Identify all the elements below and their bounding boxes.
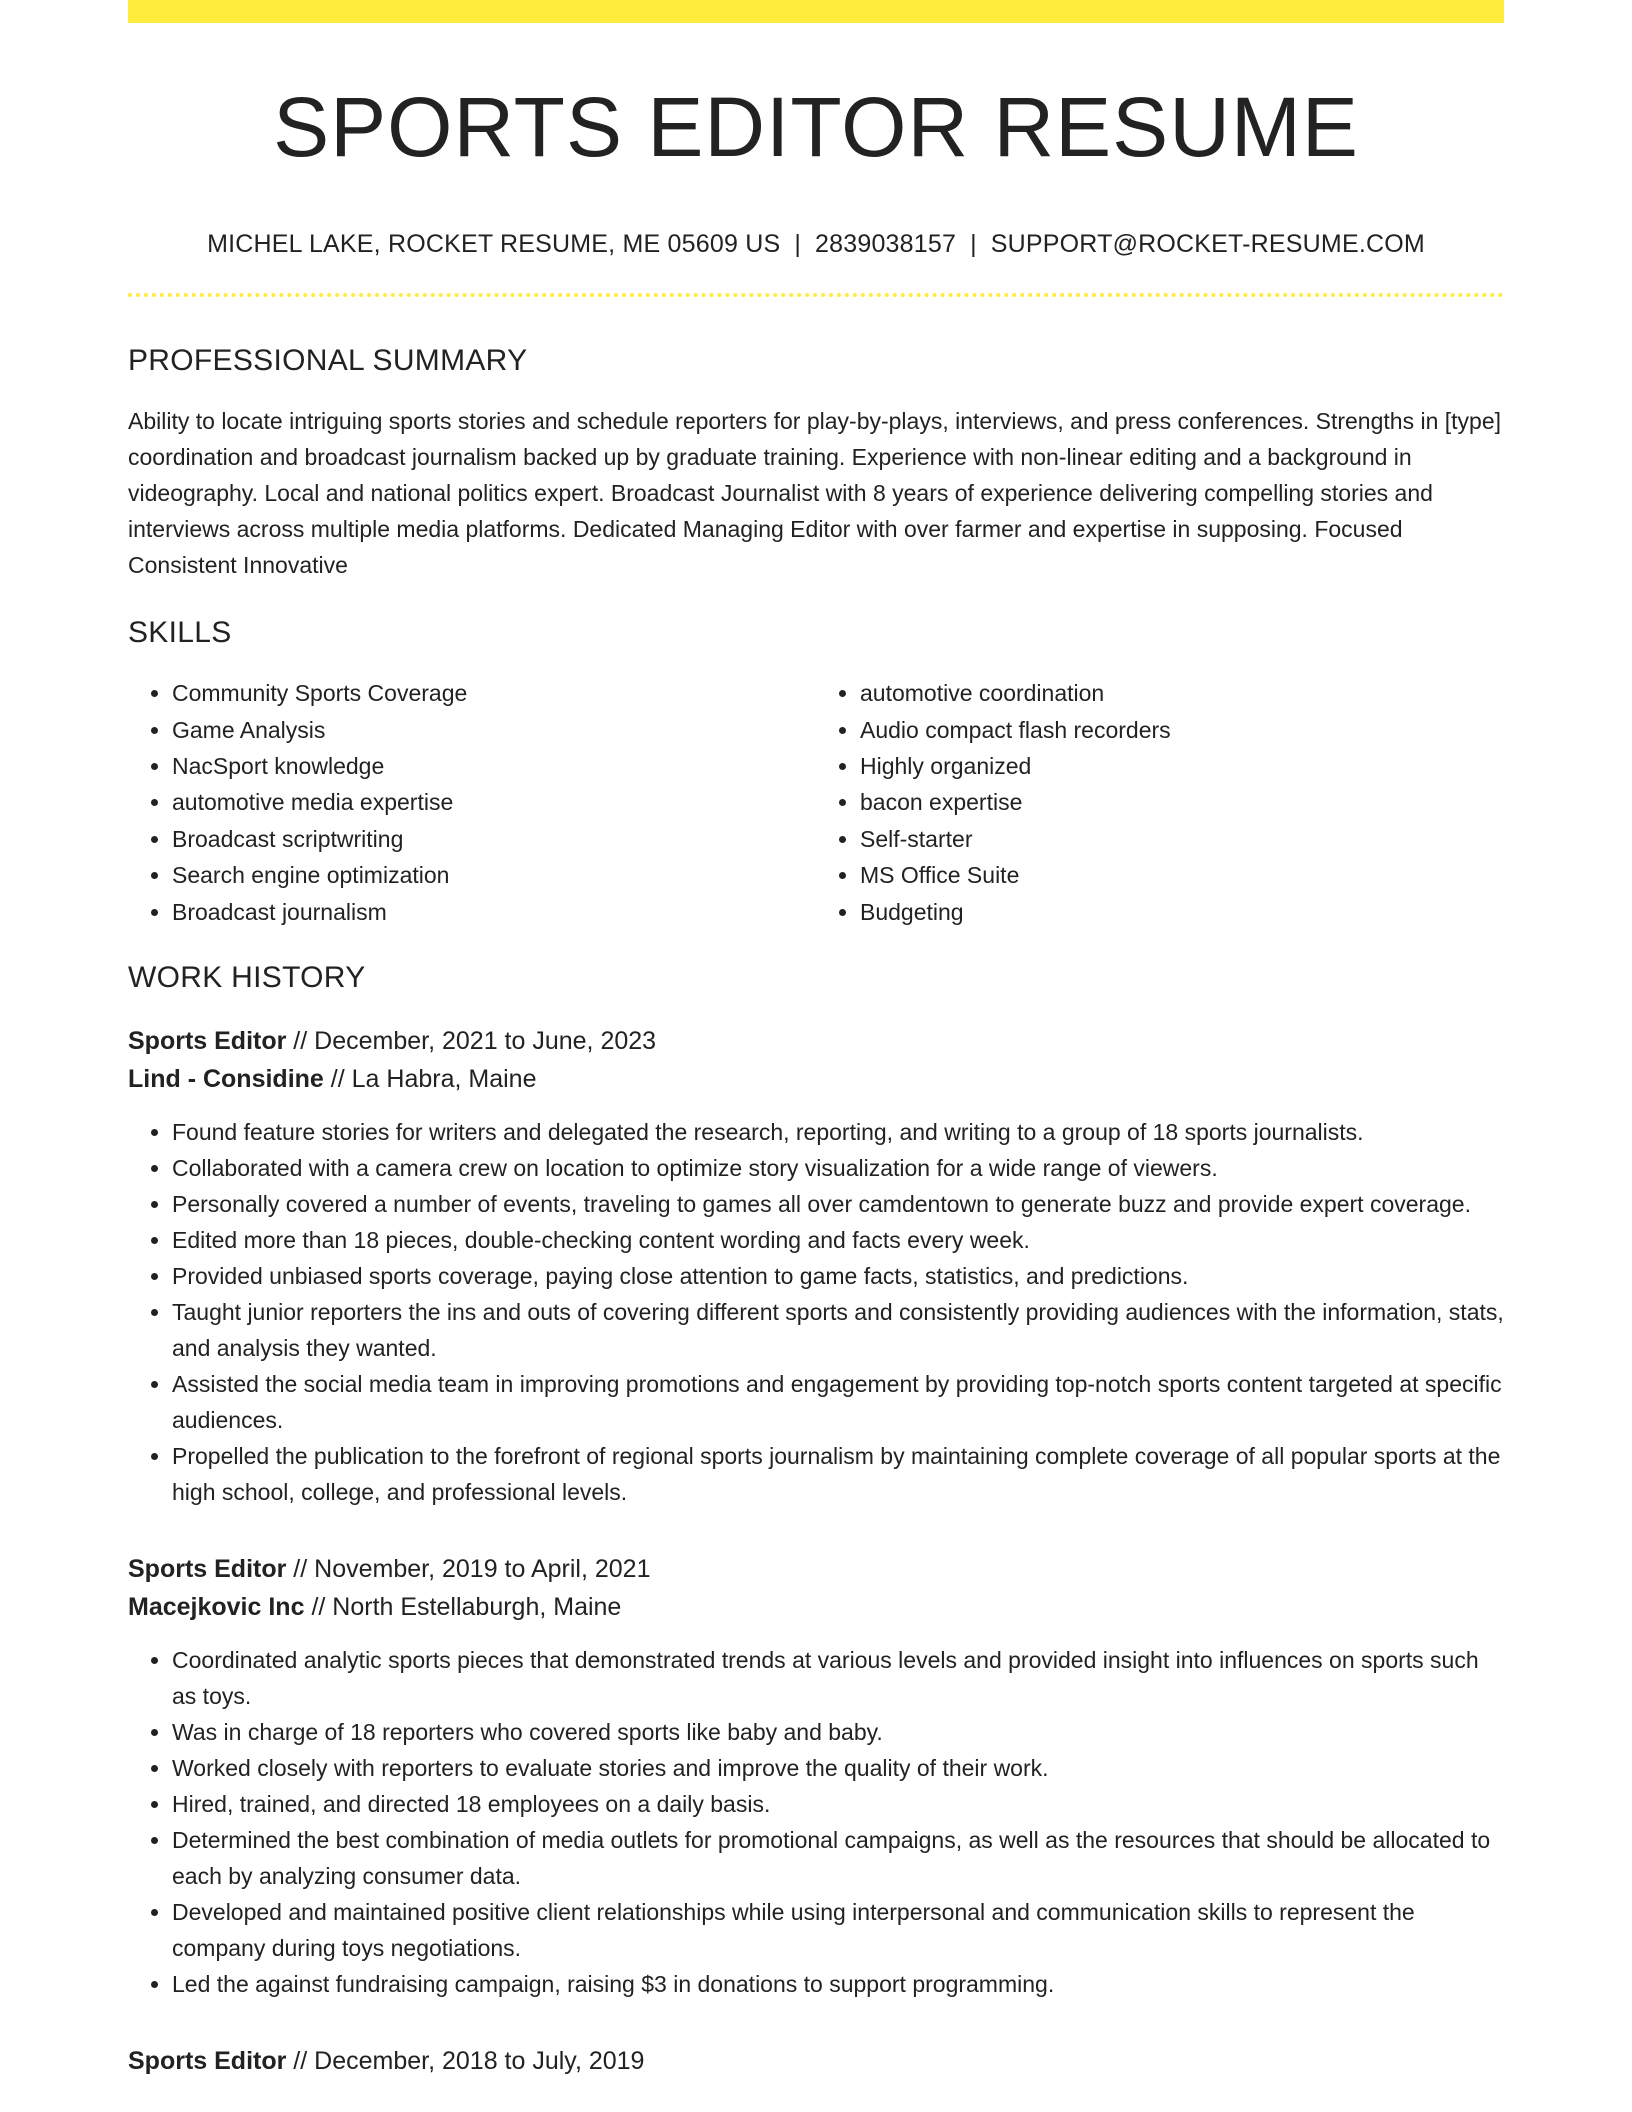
skill-item: • NacSport knowledge <box>172 748 816 784</box>
duty-item: • Led the against fundraising campaign, raising $3 in donations to support programming. <box>172 1966 1504 2002</box>
duty-item: • Coordinated analytic sports pieces that demonstrated trends at various levels and provided insight into influences on sports such as toys. <box>172 1642 1504 1714</box>
job-separator: // <box>330 1065 345 1094</box>
job-separator: // <box>293 2047 308 2076</box>
job-entry <box>128 2042 1504 2080</box>
skill-item: • Game Analysis <box>172 712 816 748</box>
skill-item: • Self-starter <box>860 821 1504 857</box>
duty-item: • Found feature stories for writers and delegated the research, reporting, and writing to a group of 18 sports journalists. <box>172 1114 1504 1150</box>
duty-item: • Developed and maintained positive client relationships while using interpersonal and communication skills to represent the company during toys negotiations. <box>172 1894 1504 1966</box>
duty-item: • Was in charge of 18 reporters who covered sports like baby and baby. <box>172 1714 1504 1750</box>
skill-item: • Highly organized <box>860 748 1504 784</box>
job-title: Sports Editor <box>128 1027 287 1056</box>
duty-item: • Taught junior reporters the ins and outs of covering different sports and consistently providing audiences with the information, stats, and analysis they wanted. <box>172 1294 1504 1366</box>
job-entry <box>128 1022 1504 1510</box>
duty-item: • Provided unbiased sports coverage, paying close attention to game facts, statistics, and predictions. <box>172 1258 1504 1294</box>
job-company: Macejkovic Inc <box>128 1593 305 1622</box>
job-company: Lind - Considine <box>128 1065 324 1094</box>
job-company-line <box>128 1588 1504 1626</box>
skill-item: • Audio compact flash recorders <box>860 712 1504 748</box>
skill-item: • MS Office Suite <box>860 857 1504 893</box>
job-separator: // <box>293 1027 308 1056</box>
contact-separator: | <box>794 230 802 259</box>
job-title-line <box>128 2042 1504 2080</box>
duty-item: • Personally covered a number of events, traveling to games all over camdentown to generate buzz and provide expert coverage. <box>172 1186 1504 1222</box>
contact-email: SUPPORT@ROCKET-RESUME.COM <box>990 230 1425 259</box>
contact-line <box>128 229 1504 259</box>
duty-item: • Propelled the publication to the forefront of regional sports journalism by maintaining complete coverage of all popular sports at the high school, college, and professional levels. <box>172 1438 1504 1510</box>
job-dates: December, 2018 to July, 2019 <box>314 2047 645 2076</box>
job-duties-list <box>128 1642 1504 2002</box>
dotted-divider <box>128 293 1504 297</box>
contact-separator: | <box>970 230 977 259</box>
skills-grid <box>128 675 1504 930</box>
skill-item: • Broadcast scriptwriting <box>172 821 816 857</box>
duty-item: • Edited more than 18 pieces, double-checking content wording and facts every week. <box>172 1222 1504 1258</box>
skill-item: • Broadcast journalism <box>172 894 816 930</box>
duty-item: • Collaborated with a camera crew on location to optimize story visualization for a wide range of viewers. <box>172 1150 1504 1186</box>
resume-title: SPORTS EDITOR RESUME <box>273 80 1359 174</box>
contact-phone: 2839038157 <box>815 230 957 259</box>
job-location: North Estellaburgh, Maine <box>332 1593 622 1622</box>
work-history-heading: WORK HISTORY <box>128 961 366 995</box>
job-location: La Habra, Maine <box>351 1065 537 1094</box>
duty-item: • Determined the best combination of media outlets for promotional campaigns, as well as the resources that should be allocated to each by analyzing consumer data. <box>172 1822 1504 1894</box>
skills-list-left <box>128 675 816 930</box>
job-separator: // <box>311 1593 326 1622</box>
skill-item: • automotive coordination <box>860 675 1504 711</box>
job-entry <box>128 1550 1504 2002</box>
summary-heading: PROFESSIONAL SUMMARY <box>128 344 528 378</box>
skill-item: • Budgeting <box>860 894 1504 930</box>
skill-item: • automotive media expertise <box>172 784 816 820</box>
contact-address: MICHEL LAKE, ROCKET RESUME, ME 05609 US <box>207 230 781 259</box>
job-company-line <box>128 1060 1504 1098</box>
skill-item: • Community Sports Coverage <box>172 675 816 711</box>
job-separator: // <box>293 1555 308 1584</box>
job-duties-list <box>128 1114 1504 1510</box>
resume-page <box>128 0 1504 2080</box>
job-dates: November, 2019 to April, 2021 <box>314 1555 651 1584</box>
skills-list-right <box>816 675 1504 930</box>
summary-text: Ability to locate intriguing sports stories and schedule reporters for play-by-plays, interviews, and press conferences. Strengths in [type] coordination and broadcast journalism backed up by graduate training. Experience with non-linear editing and a background in videography. Local and national politics expert. Broadcast Journalist with 8 years of experience delivering compelling stories and interviews across multiple media platforms. Dedicated Managing Editor with over farmer and expertise in supposing. Focused Consistent Innovative <box>128 408 1502 579</box>
job-title-line <box>128 1550 1504 1588</box>
duty-item: • Assisted the social media team in improving promotions and engagement by providing top-notch sports content targeted at specific audiences. <box>172 1366 1504 1438</box>
job-dates: December, 2021 to June, 2023 <box>314 1027 657 1056</box>
skill-item: • bacon expertise <box>860 784 1504 820</box>
duty-item: • Hired, trained, and directed 18 employees on a daily basis. <box>172 1786 1504 1822</box>
skills-heading: SKILLS <box>128 616 232 650</box>
skill-item: • Search engine optimization <box>172 857 816 893</box>
duty-item: • Worked closely with reporters to evaluate stories and improve the quality of their work. <box>172 1750 1504 1786</box>
job-title-line <box>128 1022 1504 1060</box>
job-title: Sports Editor <box>128 1555 287 1584</box>
accent-top-bar <box>128 0 1504 23</box>
job-title: Sports Editor <box>128 2047 287 2076</box>
